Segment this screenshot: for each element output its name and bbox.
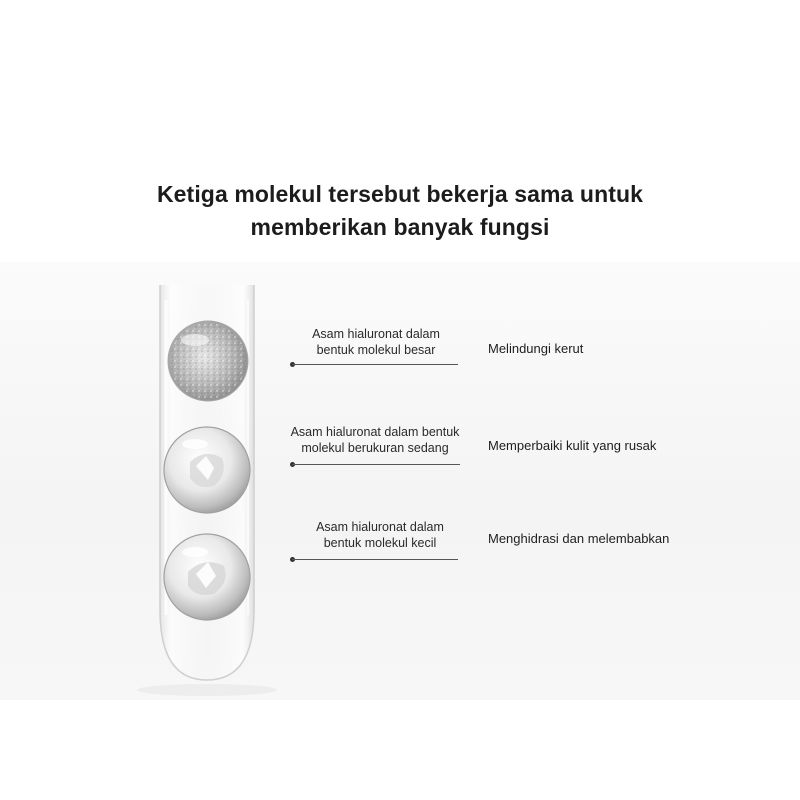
- molecule-description: Asam hialuronat dalam bentuk molekul besar: [312, 327, 440, 357]
- molecule-function: Melindungi kerut: [488, 341, 584, 356]
- medium-molecule-sphere-icon: [164, 427, 250, 513]
- large-molecule-sphere-icon: [168, 321, 248, 401]
- leader-line: [292, 559, 458, 560]
- title-line-2: memberikan banyak fungsi: [250, 214, 550, 240]
- molecule-function: Memperbaiki kulit yang rusak: [488, 438, 657, 453]
- leader-line: [292, 364, 458, 365]
- molecule-function: Menghidrasi dan melembabkan: [488, 531, 670, 546]
- small-molecule-sphere-icon: [164, 534, 250, 620]
- title-line-1: Ketiga molekul tersebut bekerja sama untuk: [156, 181, 644, 207]
- molecule-description: Asam hialuronat dalam bentuk molekul kecil: [316, 520, 444, 550]
- molecule-description: Asam hialuronat dalam bentuk molekul berukuran sedang: [290, 425, 460, 455]
- leader-line: [292, 464, 460, 465]
